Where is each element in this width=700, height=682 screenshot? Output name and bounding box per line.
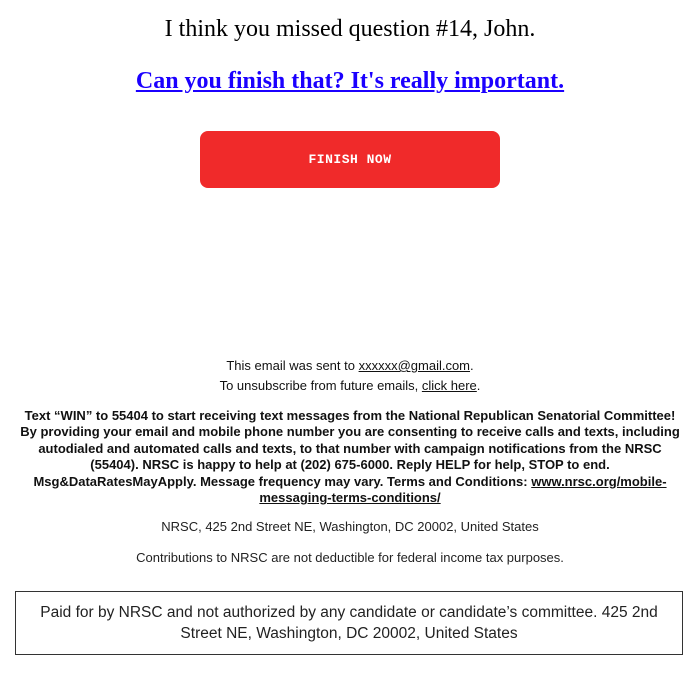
unsubscribe-prefix: To unsubscribe from future emails,	[219, 378, 422, 393]
paid-for-text: Paid for by NRSC and not authorized by any candidate or candidate’s committee. 425 2nd Street NE, Washington, DC 20002, United States	[40, 604, 658, 642]
sms-disclaimer-text: Text “WIN” to 55404 to start receiving text messages from the National Republican Senatorial Committee! By providing your email and mobile phone number you are consenting to receive calls and texts, including autodialed and automated calls and texts, to that number with campaign notifications from the NRSC (55404). NRSC is happy to help at (202) 675-6000. Reply HELP for help, STOP to end. Msg&DataRatesMayApply. Message frequency may vary. Terms and Conditions:	[20, 408, 680, 489]
terms-conditions-link[interactable]: www.nrsc.org/mobile-messaging-terms-conditions/	[259, 473, 667, 506]
mailing-address: NRSC, 425 2nd Street NE, Washington, DC 20002, United States	[161, 519, 539, 534]
sent-to-suffix: .	[470, 358, 474, 373]
sent-to-prefix: This email was sent to	[226, 358, 359, 373]
sent-to-line	[0, 356, 700, 376]
recipient-email-link[interactable]: xxxxxx@gmail.com	[358, 358, 471, 373]
finish-survey-link[interactable]: Can you finish that? It's really important.	[135, 68, 565, 94]
unsubscribe-link[interactable]: click here	[421, 378, 477, 393]
paid-for-disclaimer-box	[15, 591, 683, 655]
finish-now-button[interactable]	[200, 131, 500, 188]
footer-recipient-info	[0, 356, 700, 396]
email-headline: I think you missed question #14, John.	[164, 16, 536, 42]
finish-now-label: FINISH NOW	[308, 152, 392, 167]
sms-disclaimer	[18, 408, 682, 506]
unsubscribe-suffix: .	[476, 378, 481, 393]
unsubscribe-line	[0, 376, 700, 396]
tax-disclaimer: Contributions to NRSC are not deductible for federal income tax purposes.	[136, 550, 564, 565]
email-subhead	[0, 66, 700, 96]
